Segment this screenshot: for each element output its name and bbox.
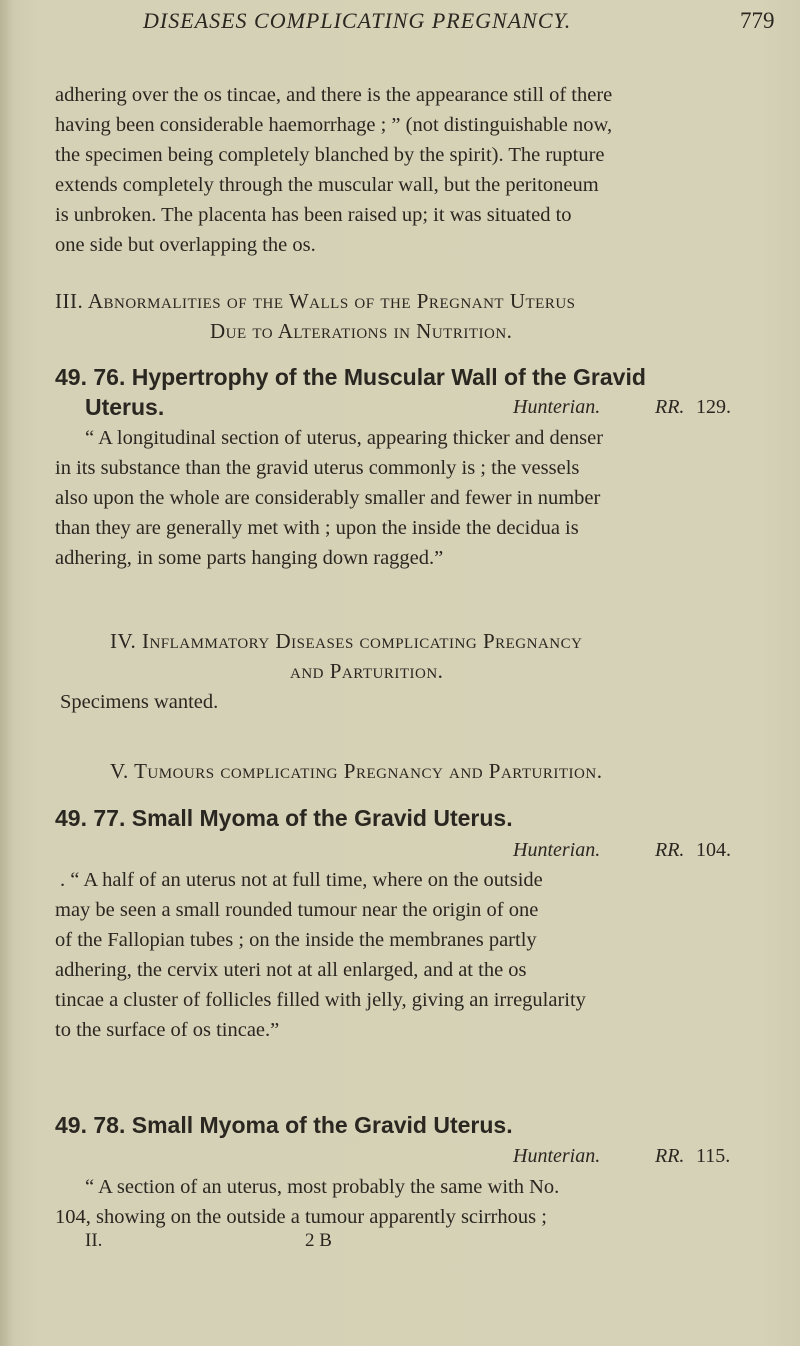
entry-number: 49. 78.	[55, 1112, 126, 1138]
footer-volume: II.	[85, 1230, 103, 1251]
body-line: extends completely through the muscular wall, but the peritoneum	[55, 174, 599, 196]
section-heading: IV. Inflammatory Diseases complicating Pregnancy	[110, 629, 583, 653]
entry-heading	[55, 803, 785, 833]
entry-ref-label: RR.	[655, 1145, 685, 1167]
entry-source: Hunterian.	[513, 1145, 601, 1167]
body-line: also upon the whole are considerably smaller and fewer in number	[55, 487, 601, 509]
entry-ref-label: RR.	[655, 396, 685, 418]
body-line: adhering, in some parts hanging down ragged.”	[55, 547, 444, 569]
page-number: 779	[740, 8, 775, 33]
body-line: than they are generally met with ; upon the inside the decidua is	[55, 517, 579, 539]
section-heading: V. Tumours complicating Pregnancy and Parturition.	[110, 759, 603, 783]
body-line: to the surface of os tincae.”	[55, 1019, 280, 1041]
section-heading: III. Abnormalities of the Walls of the Pregnant Uterus	[55, 289, 576, 313]
section-heading: and Parturition.	[290, 659, 444, 683]
body-line: 104, showing on the outside a tumour apparently scirrhous ;	[55, 1206, 547, 1228]
entry-heading	[55, 362, 785, 392]
body-line: “ A section of an uterus, most probably the same with No.	[85, 1176, 560, 1198]
body-line: adhering over the os tincae, and there is the appearance still of there	[55, 84, 613, 106]
entry-heading	[55, 1110, 785, 1140]
entry-ref-number: 129.	[696, 396, 731, 418]
body-line: having been considerable haemorrhage ; ” (not distinguishable now,	[55, 114, 613, 136]
body-line: in its substance than the gravid uterus commonly is ; the vessels	[55, 457, 580, 479]
body-line: may be seen a small rounded tumour near the origin of one	[55, 899, 539, 921]
body-line: adhering, the cervix uteri not at all enlarged, and at the os	[55, 959, 527, 981]
entry-title: Uterus.	[85, 394, 165, 420]
entry-ref-label: RR.	[655, 839, 685, 861]
entry-title: Hypertrophy of the Muscular Wall of the Gravid	[131, 364, 646, 390]
body-line: tincae a cluster of follicles filled with jelly, giving an irregularity	[55, 989, 586, 1011]
section-heading: Due to Alterations in Nutrition.	[210, 319, 513, 343]
entry-title: Small Myoma of the Gravid Uterus.	[131, 805, 513, 831]
footer-signature: 2 B	[305, 1230, 332, 1251]
entry-source: Hunterian.	[513, 396, 601, 418]
body-line: the specimen being completely blanched by the spirit). The rupture	[55, 144, 605, 166]
running-head: DISEASES COMPLICATING PREGNANCY.	[143, 8, 572, 33]
entry-ref-number: 104.	[696, 839, 731, 861]
body-line: of the Fallopian tubes ; on the inside the membranes partly	[55, 929, 537, 951]
entry-ref-number: 115.	[696, 1145, 731, 1167]
entry-number: 49. 76.	[55, 364, 126, 390]
entry-number: 49. 77.	[55, 805, 126, 831]
entry-heading-cont	[85, 392, 785, 422]
body-line: is unbroken. The placenta has been raised up; it was situated to	[55, 204, 572, 226]
body-line: . “ A half of an uterus not at full time, where on the outside	[60, 869, 543, 891]
body-line: one side but overlapping the os.	[55, 234, 316, 256]
note-line: Specimens wanted.	[60, 691, 219, 713]
entry-title: Small Myoma of the Gravid Uterus.	[131, 1112, 513, 1138]
body-line: “ A longitudinal section of uterus, appearing thicker and denser	[85, 427, 604, 449]
entry-source: Hunterian.	[513, 839, 601, 861]
